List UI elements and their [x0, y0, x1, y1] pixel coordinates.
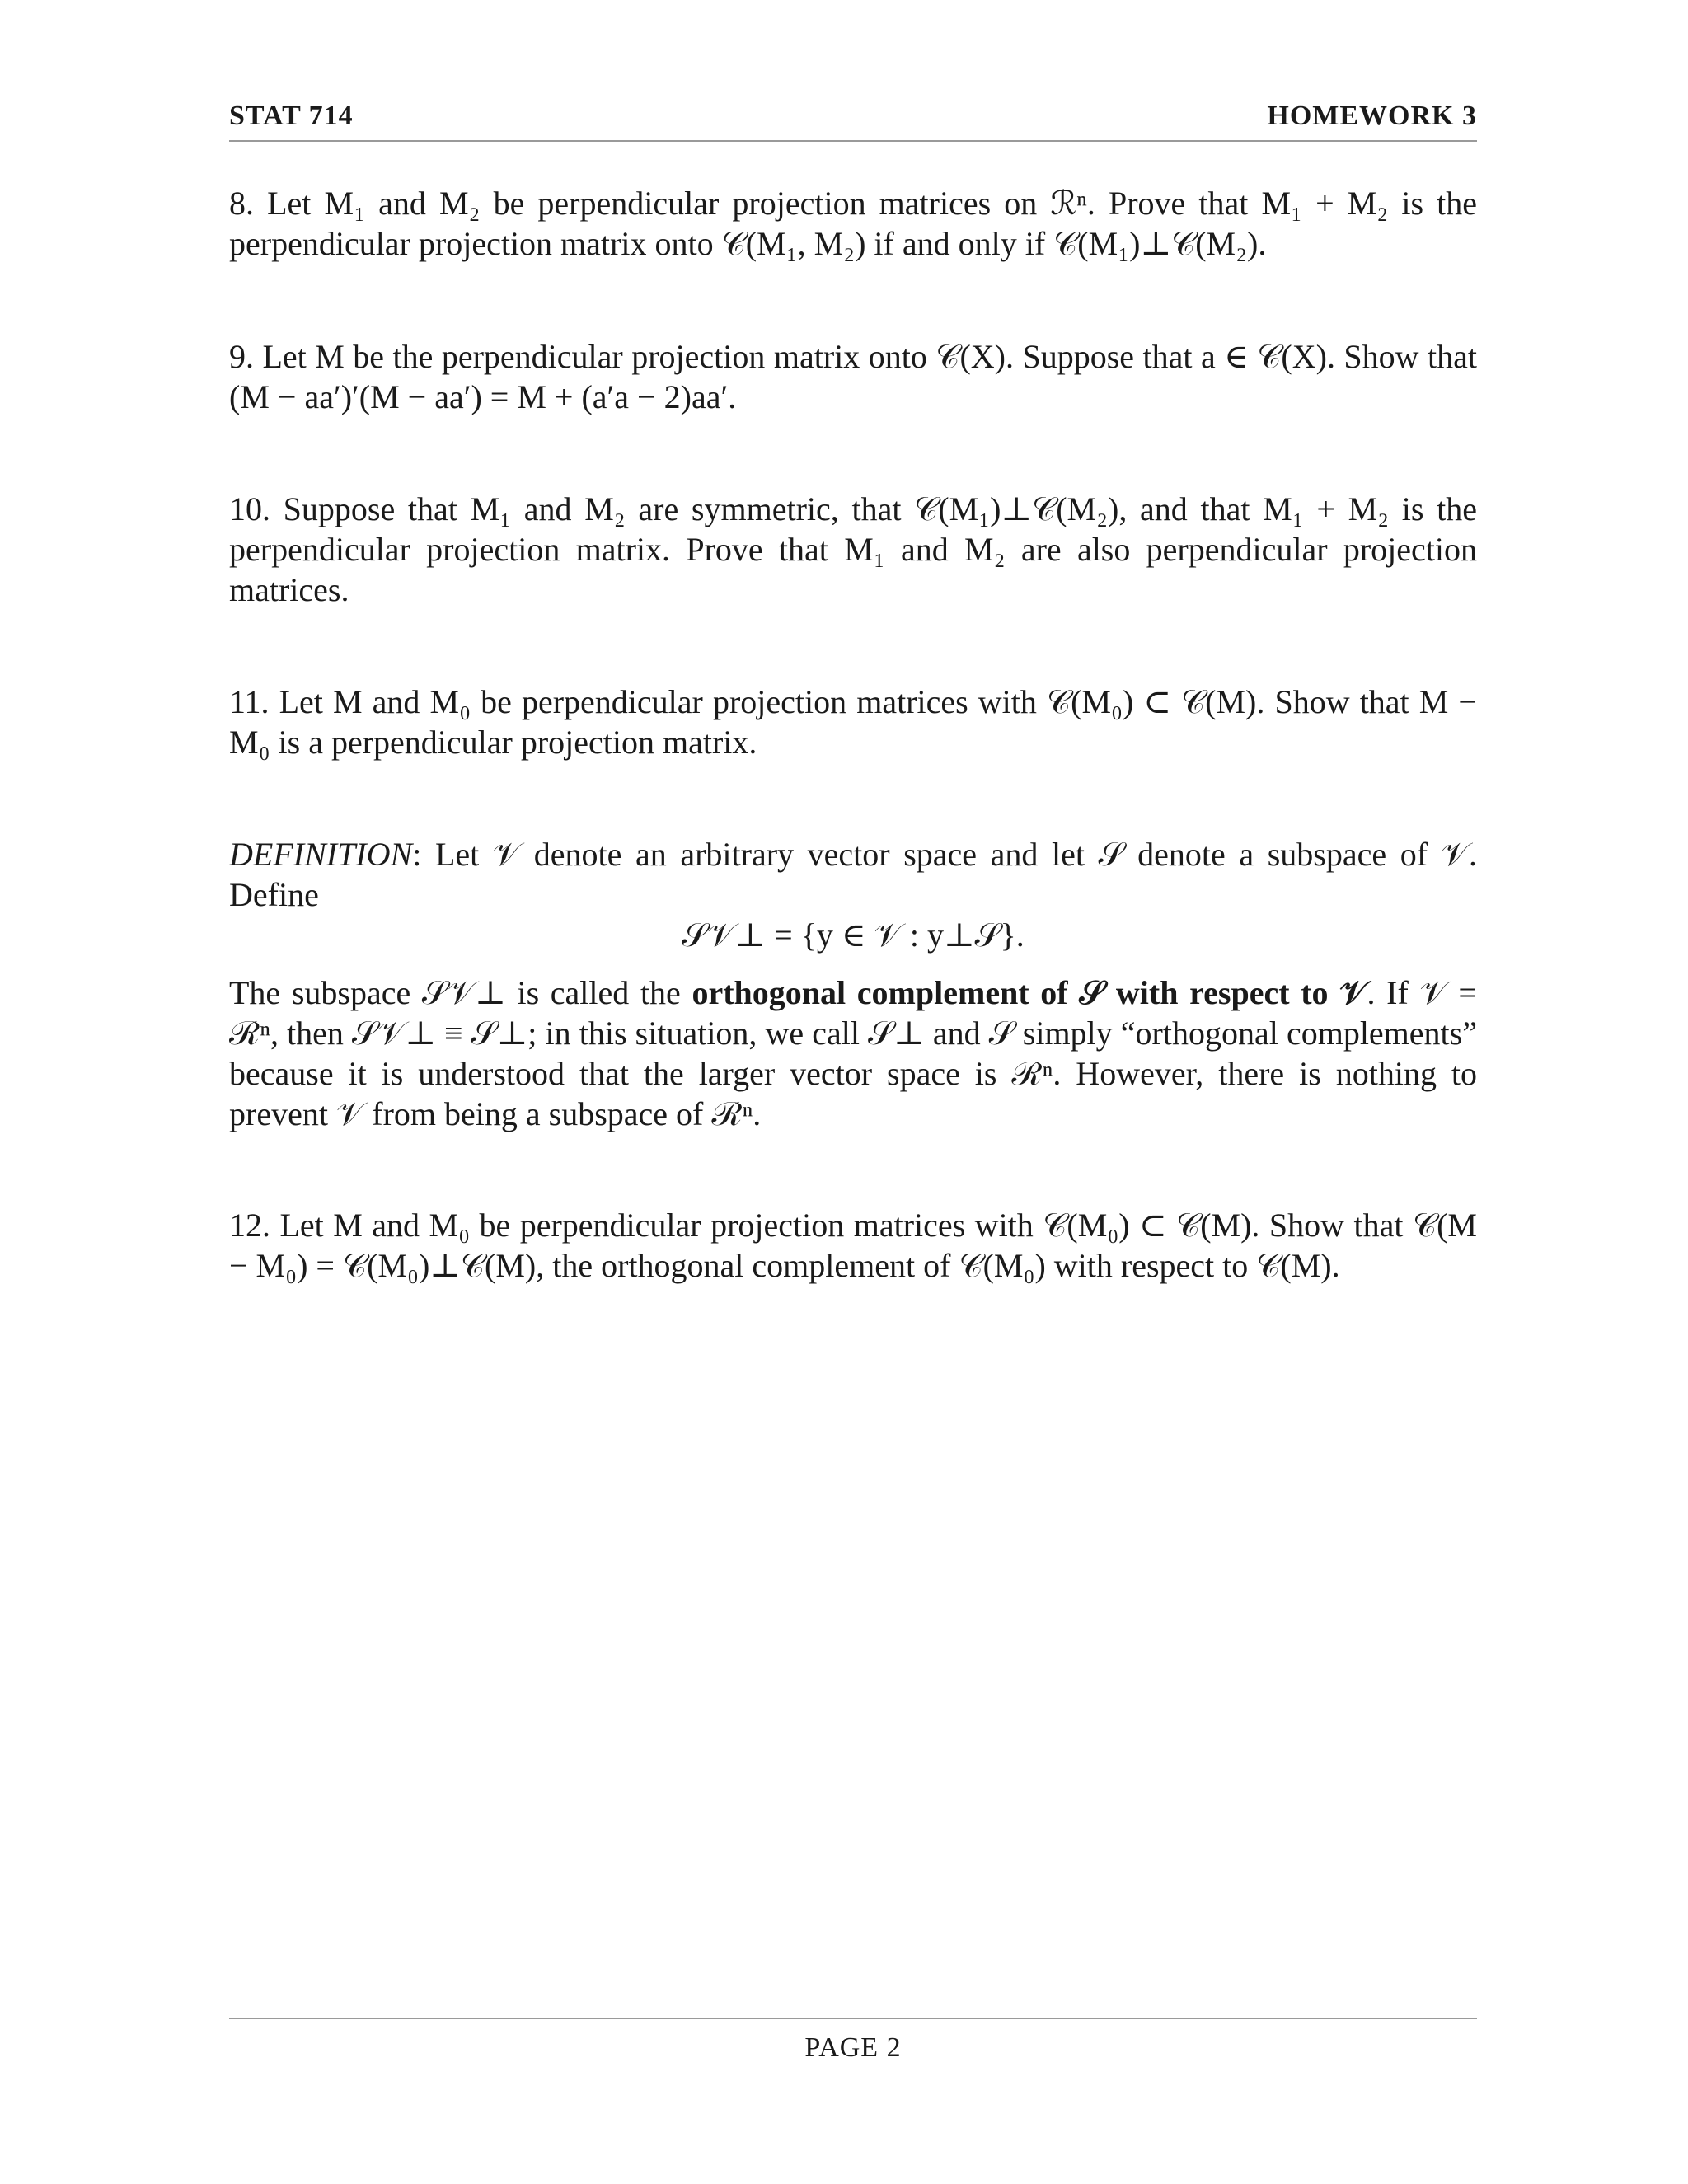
assignment-title: HOMEWORK 3: [1267, 101, 1477, 131]
course-title: STAT 714: [229, 101, 354, 131]
page-number: PAGE 2: [804, 2032, 902, 2063]
definition-explanation: [229, 972, 1477, 1134]
definition-text-end: . If 𝒱 = ℛⁿ, then 𝒮𝒱⊥ ≡ 𝒮⊥; in this situation, we call 𝒮⊥ and 𝒮 simply “orthogonal complements” because it is understood that the larger vector space is ℛⁿ. However, there is nothing to prevent 𝒱 from being a subspace of ℛⁿ.: [229, 974, 1477, 1132]
definition-intro-text: : Let 𝒱 denote an arbitrary vector space and let 𝒮 denote a subspace of 𝒱. Define: [229, 836, 1477, 913]
definition-text-start: The subspace 𝒮𝒱⊥ is called the: [229, 974, 692, 1011]
page-header: [229, 97, 1477, 142]
problem-10: 10. Suppose that M₁ and M₂ are symmetric, that 𝒞(M₁)⊥𝒞(M₂), and that M₁ + M₂ is the perpendicular projection matrix. Prove that M₁ and M₂ are also perpendicular projection matrices.: [229, 490, 1477, 608]
problem-9: 9. Let M be the perpendicular projection matrix onto 𝒞(X). Suppose that a ∈ 𝒞(X). Show that (M − aa′)′(M − aa′) = M + (a′a − 2)aa′.: [229, 338, 1477, 415]
problem-12: 12. Let M and M₀ be perpendicular projection matrices with 𝒞(M₀) ⊂ 𝒞(M). Show that 𝒞(M − M₀) = 𝒞(M₀)⊥𝒞(M), the orthogonal complement of 𝒞(M₀) with respect to 𝒞(M).: [229, 1207, 1477, 1284]
problem-8: 8. Let M₁ and M₂ be perpendicular projection matrices on ℛⁿ. Prove that M₁ + M₂ is the perpendicular projection matrix onto 𝒞(M₁, M₂) if and only if 𝒞(M₁)⊥𝒞(M₂).: [229, 185, 1477, 262]
definition-term: orthogonal complement of 𝒮 with respect to 𝒱: [692, 974, 1367, 1011]
footer-divider: [229, 2018, 1477, 2019]
definition-label: DEFINITION: [229, 836, 413, 873]
problem-11: 11. Let M and M₀ be perpendicular projection matrices with 𝒞(M₀) ⊂ 𝒞(M). Show that M − M₀ is a perpendicular projection matrix.: [229, 683, 1477, 761]
definition-equation: 𝒮𝒱⊥ = {y ∈ 𝒱 : y⊥𝒮}.: [682, 916, 1025, 954]
definition-intro: [229, 834, 1477, 915]
